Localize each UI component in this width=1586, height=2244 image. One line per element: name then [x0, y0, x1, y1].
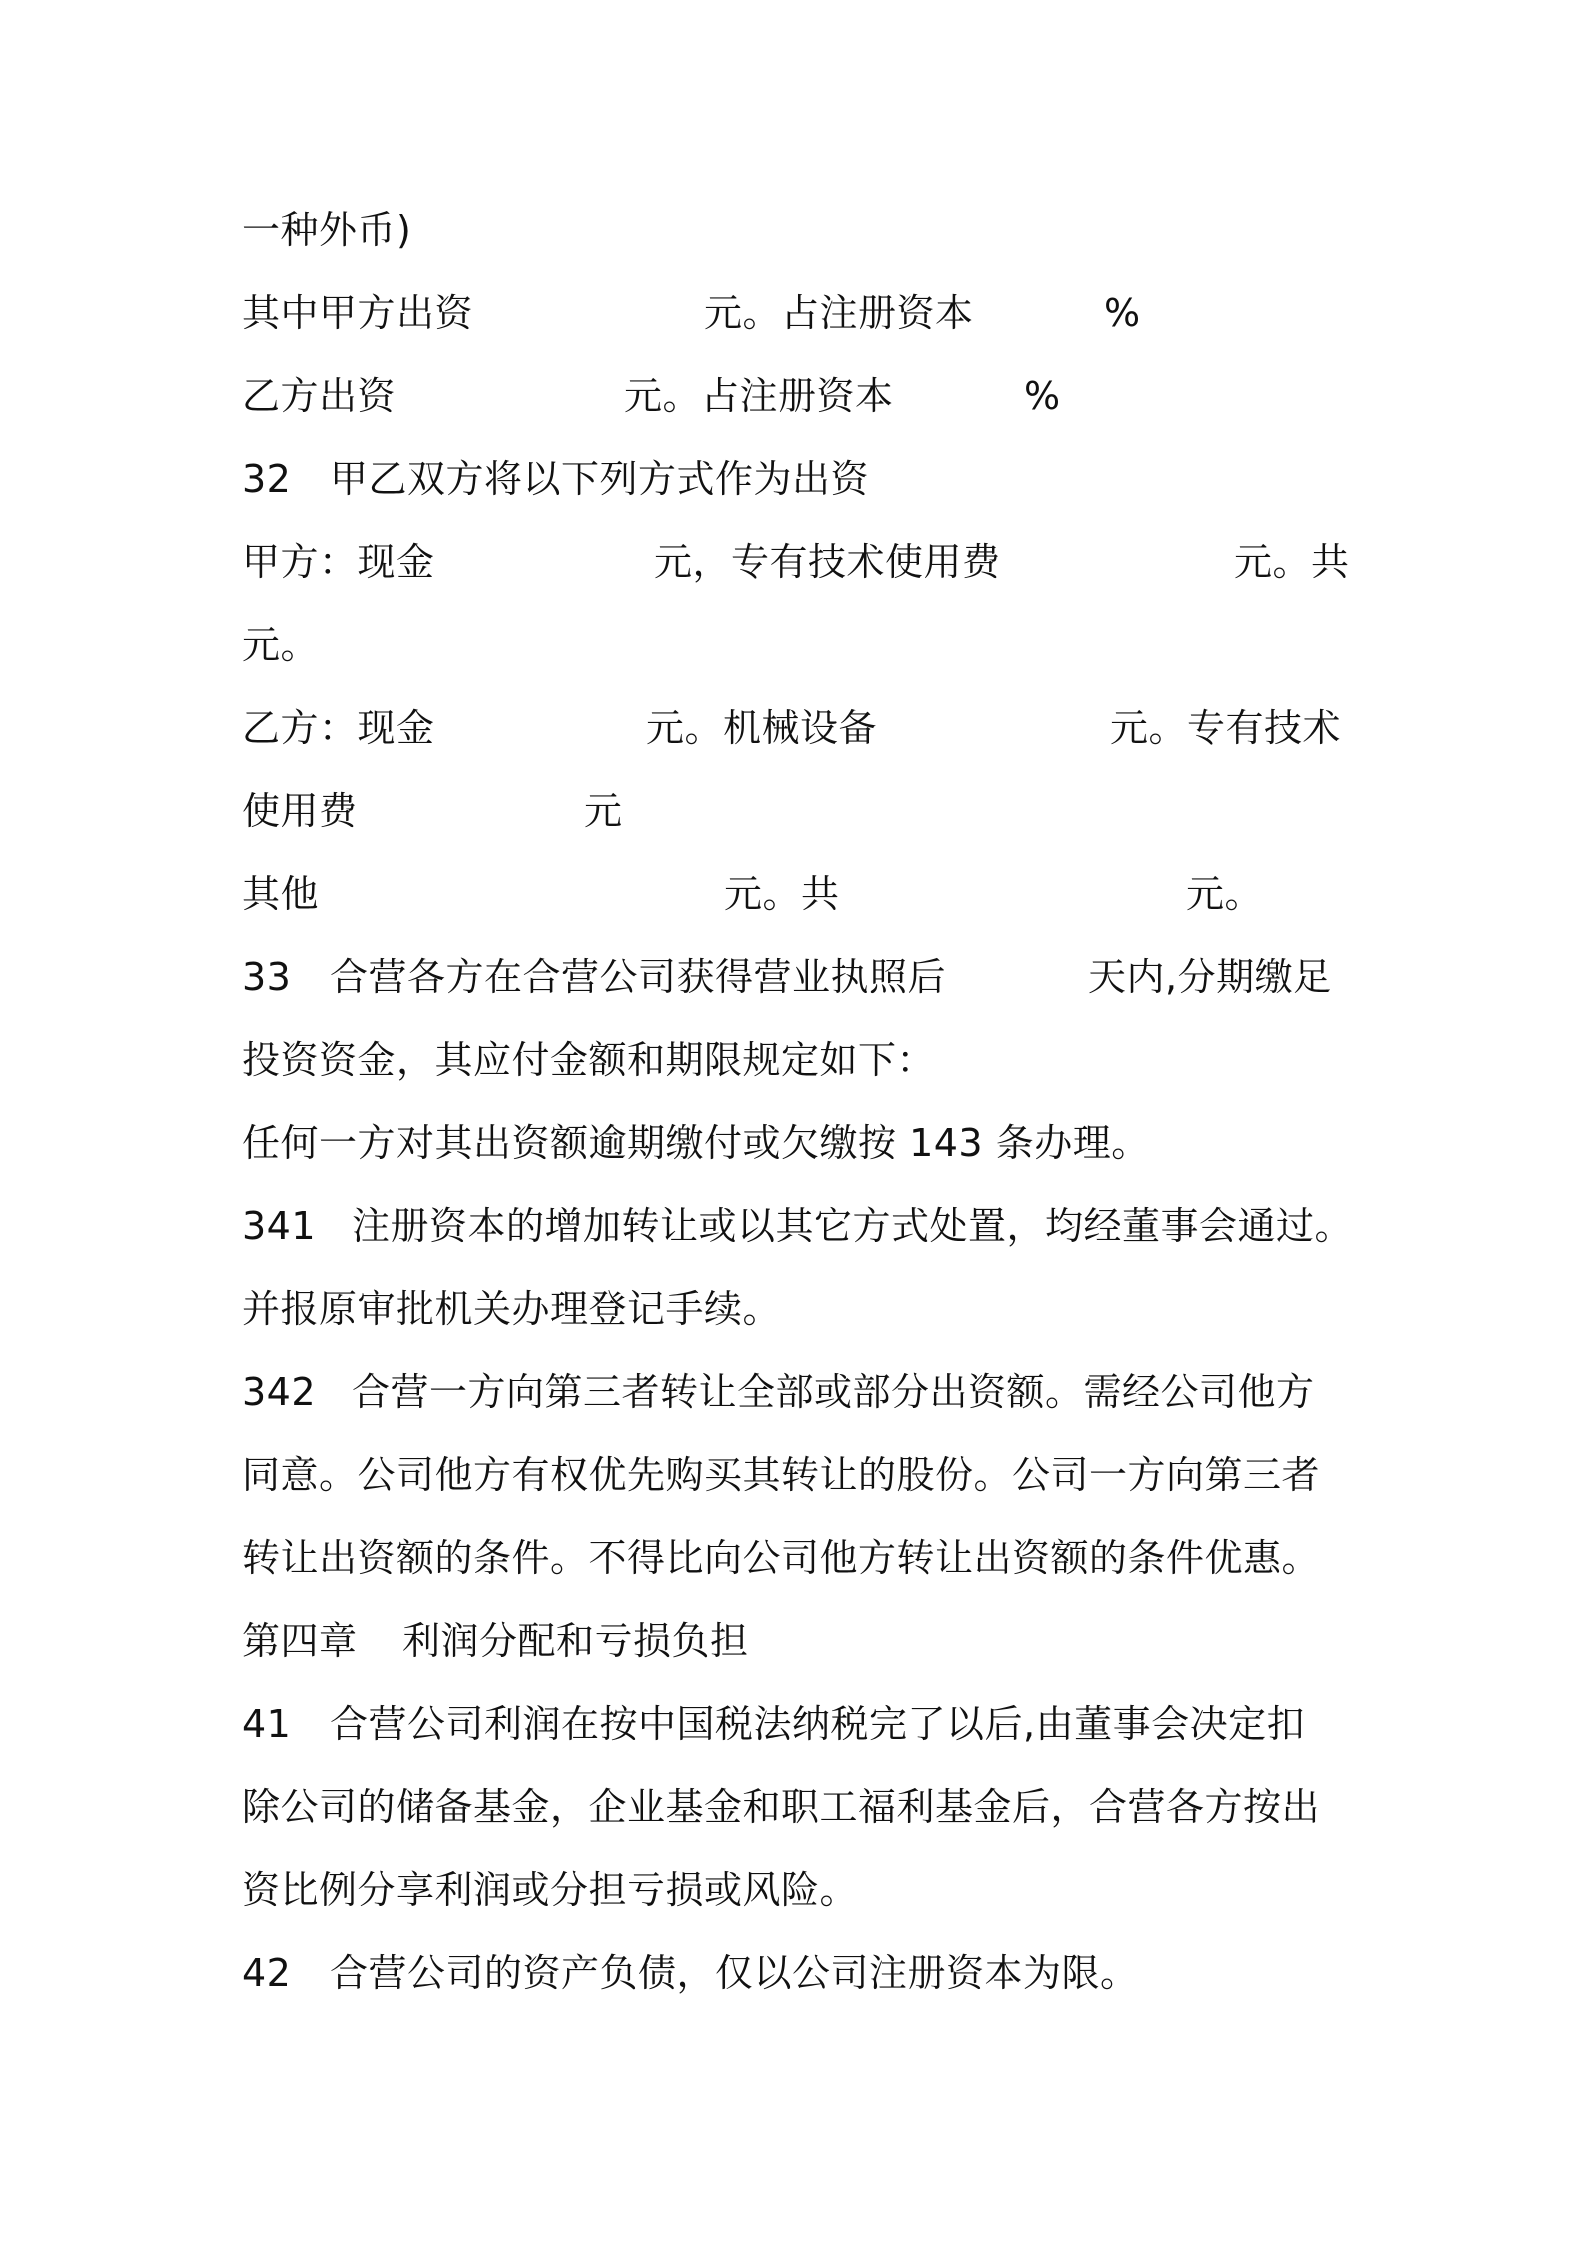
text-segment: 合营公司利润在按中国税法纳税完了以后,由董事会决定扣 [330, 1702, 1306, 1746]
text-segment: % [1104, 291, 1141, 335]
text-segment: % [1024, 374, 1061, 418]
text-segment: 乙方：现金 [242, 706, 435, 750]
text-segment: 其他 [242, 872, 320, 916]
text-segment: 并报原审批机关办理登记手续。 [242, 1287, 782, 1331]
clause-number: 341 [242, 1204, 317, 1248]
text-segment: 甲方：现金 [242, 540, 435, 584]
text-segment: 元。专有技术 [1110, 706, 1342, 750]
text-segment: 任何一方对其出资额逾期缴付或欠缴按 143 条办理。 [242, 1121, 1150, 1165]
clause-number: 41 [242, 1702, 292, 1746]
text-segment: 元。占注册资本 [704, 291, 974, 335]
text-segment: 元。 [1186, 872, 1264, 916]
clause-number: 33 [242, 955, 292, 999]
chapter-number: 第四章 [242, 1619, 358, 1663]
clause-number: 42 [242, 1951, 292, 1995]
text-segment: 元，专有技术使用费 [654, 540, 1001, 584]
text-segment: 合营各方在合营公司获得营业执照后 [330, 955, 947, 999]
text-segment: 除公司的储备基金，企业基金和职工福利基金后，合营各方按出 [242, 1785, 1321, 1829]
text-segment: 元。共 [1234, 540, 1350, 584]
text-segment: 注册资本的增加转让或以其它方式处置，均经董事会通过。 [352, 1204, 1354, 1248]
text-segment: 乙方出资 [242, 374, 397, 418]
text-segment: 甲乙双方将以下列方式作为出资 [330, 457, 870, 501]
text-segment: 元。机械设备 [646, 706, 878, 750]
text-segment: 元。 [242, 623, 320, 667]
text-segment: 使用费 [242, 789, 358, 833]
text-segment: 其中甲方出资 [242, 291, 474, 335]
clause-number: 342 [242, 1370, 317, 1414]
clause-number: 32 [242, 457, 292, 501]
text-segment: 元 [584, 789, 623, 833]
text-segment: 合营一方向第三者转让全部或部分出资额。需经公司他方 [352, 1370, 1315, 1414]
text-segment: 一种外币) [242, 208, 412, 252]
text-segment: 天内,分期缴足 [1088, 955, 1332, 999]
text-segment: 转让出资额的条件。不得比向公司他方转让出资额的条件优惠。 [242, 1536, 1321, 1580]
text-segment: 元。占注册资本 [624, 374, 894, 418]
text-segment: 投资资金，其应付金额和期限规定如下： [242, 1038, 936, 1082]
text-segment: 同意。公司他方有权优先购买其转让的股份。公司一方向第三者 [242, 1453, 1321, 1497]
chapter-title: 利润分配和亏损负担 [402, 1619, 749, 1663]
text-segment: 元。共 [724, 872, 840, 916]
text-segment: 资比例分享利润或分担亏损或风险。 [242, 1868, 859, 1912]
text-segment: 合营公司的资产负债，仅以公司注册资本为限。 [330, 1951, 1139, 1995]
